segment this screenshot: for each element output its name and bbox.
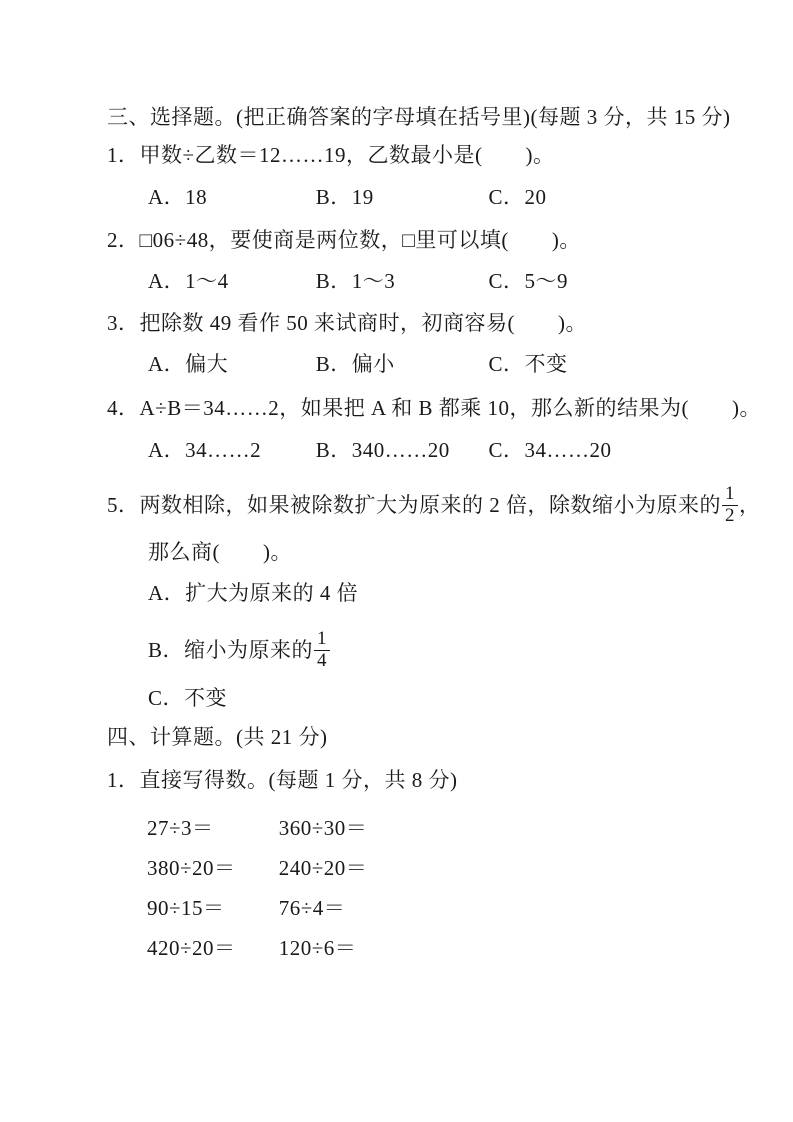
question-3-option-c: C．不变	[488, 352, 568, 376]
calc-row-4	[147, 935, 356, 961]
question-3-option-b: B．偏小	[315, 352, 395, 376]
question-2-options	[148, 268, 568, 294]
question-2-option-a: A．1～4	[148, 269, 229, 293]
question-5-stem-text: 5．两数相除，如果被除数扩大为原来的 2 倍，除数缩小为原来的	[107, 493, 721, 517]
calc-problem: 76÷4＝	[278, 896, 346, 920]
section-four-heading: 四、计算题。(共 21 分)	[107, 725, 328, 749]
fraction-denominator: 2	[725, 504, 735, 526]
question-1-option-c: C．20	[488, 185, 547, 209]
question-5-option-c: C．不变	[148, 686, 228, 710]
calc-row-2	[147, 855, 367, 881]
calc-problem: 27÷3＝	[147, 816, 214, 840]
question-1-stem: 1．甲数÷乙数＝12……19，乙数最小是( )。	[107, 143, 555, 167]
question-4-option-c: C．34……20	[488, 438, 612, 462]
fraction-numerator: 1	[722, 484, 738, 506]
fraction-one-half	[722, 484, 738, 526]
fraction-denominator: 4	[317, 649, 328, 671]
section-four-subheading: 1．直接写得数。(每题 1 分，共 8 分)	[107, 768, 458, 792]
question-3-option-a: A．偏大	[148, 352, 229, 376]
calc-problem: 120÷6＝	[278, 936, 357, 960]
fraction-numerator: 1	[314, 629, 330, 651]
question-3-options	[148, 351, 568, 377]
question-1-option-b: B．19	[315, 185, 374, 209]
question-5-stem-comma: ，	[739, 493, 761, 517]
question-5-stem-line1	[107, 477, 761, 533]
question-2-option-c: C．5～9	[488, 269, 569, 293]
calc-problem: 420÷20＝	[147, 936, 236, 960]
question-2-stem: 2．□06÷48，要使商是两位数，□里可以填( )。	[107, 228, 581, 252]
question-5-option-b	[148, 626, 331, 674]
question-1-option-a: A．18	[148, 185, 208, 209]
calc-problem: 240÷20＝	[278, 856, 368, 880]
question-4-option-b: B．340……20	[315, 438, 450, 462]
question-5-option-a: A．扩大为原来的 4 倍	[148, 581, 359, 605]
calc-problem: 90÷15＝	[147, 896, 225, 920]
fraction-one-quarter	[314, 629, 330, 671]
question-4-option-a: A．34……2	[148, 438, 262, 462]
question-4-options	[148, 437, 612, 463]
question-2-option-b: B．1～3	[315, 269, 396, 293]
calc-row-3	[147, 895, 345, 921]
section-three-heading: 三、选择题。(把正确答案的字母填在括号里)(每题 3 分，共 15 分)	[107, 105, 731, 129]
question-4-stem: 4．A÷B＝34……2，如果把 A 和 B 都乘 10，那么新的结果为( )。	[107, 396, 761, 420]
calc-problem: 360÷30＝	[278, 816, 368, 840]
calc-problem: 380÷20＝	[147, 856, 236, 880]
calc-row-1	[147, 815, 367, 841]
question-3-stem: 3．把除数 49 看作 50 来试商时，初商容易( )。	[107, 311, 587, 335]
question-5-option-b-text: B．缩小为原来的	[148, 638, 314, 662]
question-5-stem-line2: 那么商( )。	[148, 540, 292, 564]
question-1-options	[148, 184, 547, 210]
